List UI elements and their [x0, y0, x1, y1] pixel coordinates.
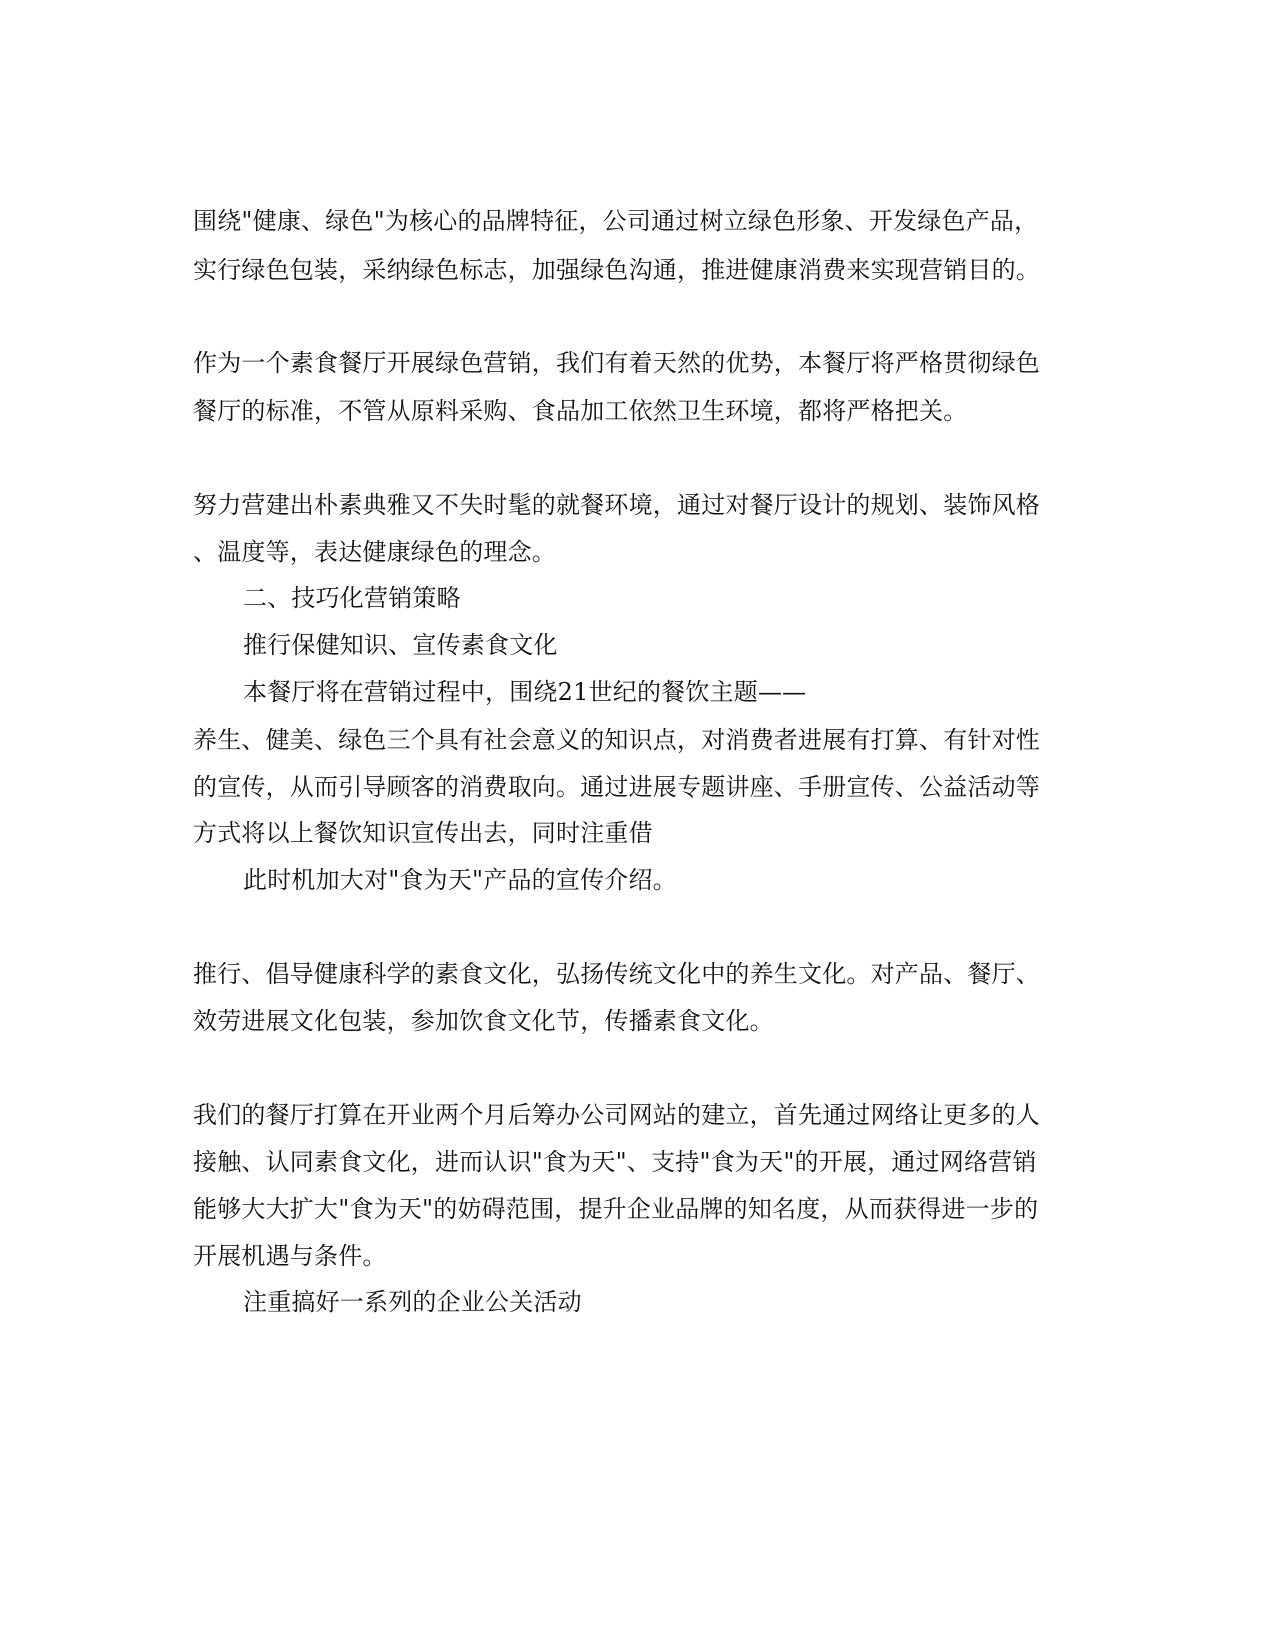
- text-line: 效劳进展文化包装，参加饮食文化节，传播素食文化。: [193, 1007, 774, 1035]
- text-line: 的宣传，从而引导顾客的消费取向。通过进展专题讲座、手册宣传、公益活动等: [193, 773, 1040, 801]
- text-line: 努力营建出朴素典雅又不失时髦的就餐环境，通过对餐厅设计的规划、装饰风格: [193, 491, 1040, 519]
- section-heading: 二、技巧化营销策略: [243, 584, 461, 612]
- text-line: 本餐厅将在营销过程中，围绕21世纪的餐饮主题——: [243, 678, 807, 706]
- text-line: 实行绿色包装，采纳绿色标志，加强绿色沟通，推进健康消费来实现营销目的。: [193, 256, 1040, 284]
- text-line: 方式将以上餐饮知识宣传出去，同时注重借: [193, 819, 653, 847]
- text-line: 我们的餐厅打算在开业两个月后筹办公司网站的建立，首先通过网络让更多的人: [193, 1101, 1040, 1129]
- text-line: 养生、健美、绿色三个具有社会意义的知识点，对消费者进展有打算、有针对性: [193, 726, 1040, 754]
- text-line: 围绕"健康、绿色"为核心的品牌特征，公司通过树立绿色形象、开发绿色产品，: [193, 207, 1039, 235]
- text-line: 餐厅的标准，不管从原料采购、食品加工依然卫生环境，都将严格把关。: [193, 397, 968, 425]
- text-line: 接触、认同素食文化，进而认识"食为天"、支持"食为天"的开展，通过网络营销: [193, 1148, 1037, 1176]
- text-line: 能够大大扩大"食为天"的妨碍范围，提升企业品牌的知名度，从而获得进一步的: [193, 1195, 1039, 1223]
- subheading: 注重搞好一系列的企业公关活动: [243, 1288, 582, 1316]
- text-line: 开展机遇与条件。: [193, 1242, 387, 1270]
- subheading: 推行保健知识、宣传素食文化: [243, 631, 558, 659]
- text-line: 、温度等，表达健康绿色的理念。: [193, 538, 556, 566]
- text-line: 此时机加大对"食为天"产品的宣传介绍。: [243, 866, 677, 894]
- text-line: 推行、倡导健康科学的素食文化，弘扬传统文化中的养生文化。对产品、餐厅、: [193, 960, 1040, 988]
- text-line: 作为一个素食餐厅开展绿色营销，我们有着天然的优势，本餐厅将严格贯彻绿色: [193, 349, 1040, 377]
